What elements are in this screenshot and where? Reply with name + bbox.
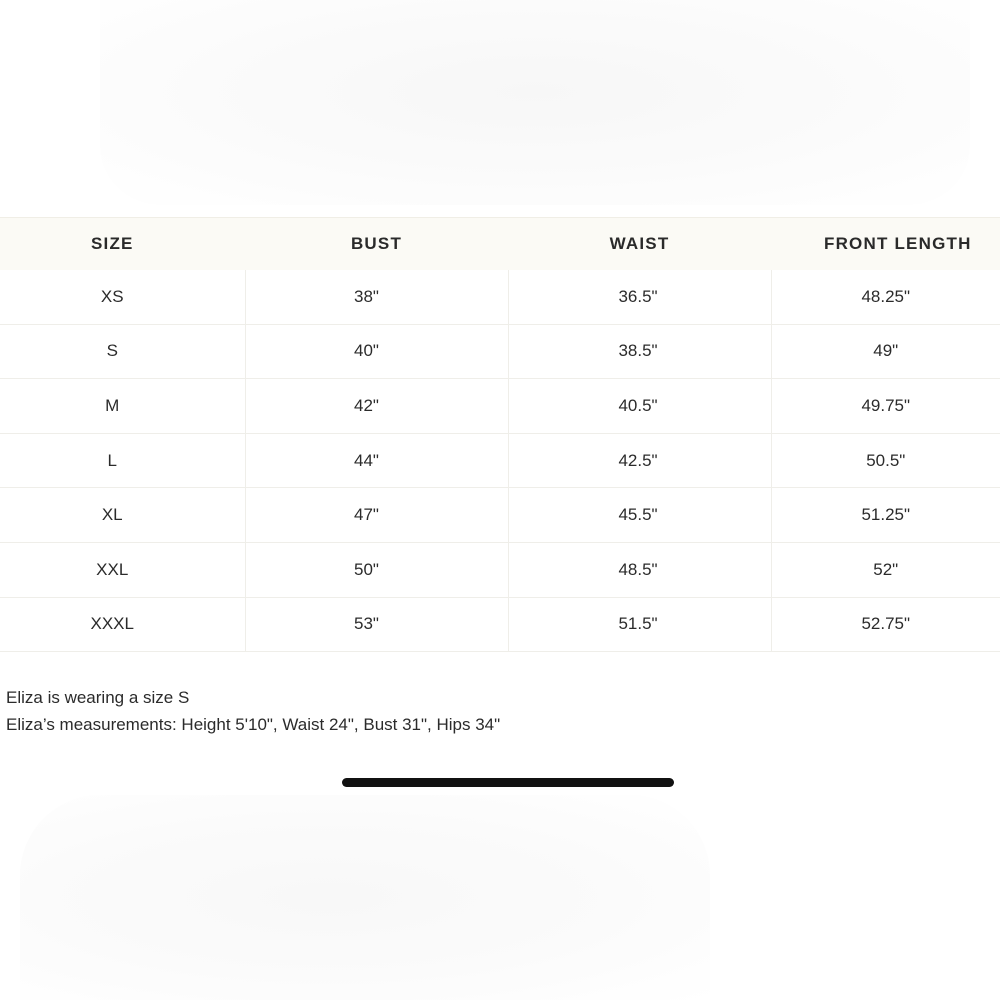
- cell-front-length: 49.75": [861, 395, 911, 415]
- cell-bust: 53": [245, 597, 508, 652]
- cell-waist: 42.5": [508, 433, 771, 488]
- model-notes: [6, 684, 500, 738]
- cell-waist: 38.5": [508, 324, 771, 379]
- cell-front-length: 50.5": [866, 450, 906, 470]
- cell-bust: 47": [245, 488, 508, 543]
- model-size-note: Eliza is wearing a size S: [6, 688, 190, 707]
- table-row: [0, 379, 1000, 434]
- cell-size: L: [0, 433, 245, 488]
- home-indicator-bar[interactable]: [342, 778, 674, 787]
- cell-front-length: 49": [873, 341, 899, 361]
- cell-size: M: [0, 379, 245, 434]
- cell-waist: 40.5": [508, 379, 771, 434]
- cell-bust: 38": [245, 270, 508, 325]
- size-chart-table: [0, 217, 1000, 652]
- cell-bust: 44": [245, 433, 508, 488]
- cell-waist: 51.5": [508, 597, 771, 652]
- cell-waist: 36.5": [508, 270, 771, 325]
- header-bust: BUST: [245, 218, 508, 270]
- table-header-row: [0, 218, 1000, 270]
- cell-front-length: 48.25": [861, 286, 911, 306]
- cell-front-length: 51.25": [861, 505, 911, 525]
- model-measurements-note: Eliza’s measurements: Height 5'10", Waist 24", Bust 31", Hips 34": [6, 715, 501, 734]
- cell-front-length: 52": [873, 559, 899, 579]
- cell-waist: 48.5": [508, 542, 771, 597]
- cell-waist: 45.5": [508, 488, 771, 543]
- table-row: [0, 270, 1000, 325]
- header-size: SIZE: [0, 218, 245, 270]
- table-row: [0, 324, 1000, 379]
- cell-bust: 40": [245, 324, 508, 379]
- table-row: [0, 542, 1000, 597]
- cell-size: XXL: [0, 542, 245, 597]
- blurred-image-bottom: [20, 795, 710, 1000]
- header-waist: WAIST: [508, 218, 771, 270]
- cell-size: XS: [0, 270, 245, 325]
- table-row: [0, 488, 1000, 543]
- cell-bust: 50": [245, 542, 508, 597]
- cell-size: XXXL: [0, 597, 245, 652]
- cell-size: S: [0, 324, 245, 379]
- table-row: [0, 597, 1000, 652]
- header-front-length: FRONT LENGTH: [771, 218, 1000, 270]
- cell-bust: 42": [245, 379, 508, 434]
- cell-size: XL: [0, 488, 245, 543]
- blurred-image-top: [100, 0, 970, 205]
- table-row: [0, 433, 1000, 488]
- cell-front-length: 52.75": [861, 614, 911, 634]
